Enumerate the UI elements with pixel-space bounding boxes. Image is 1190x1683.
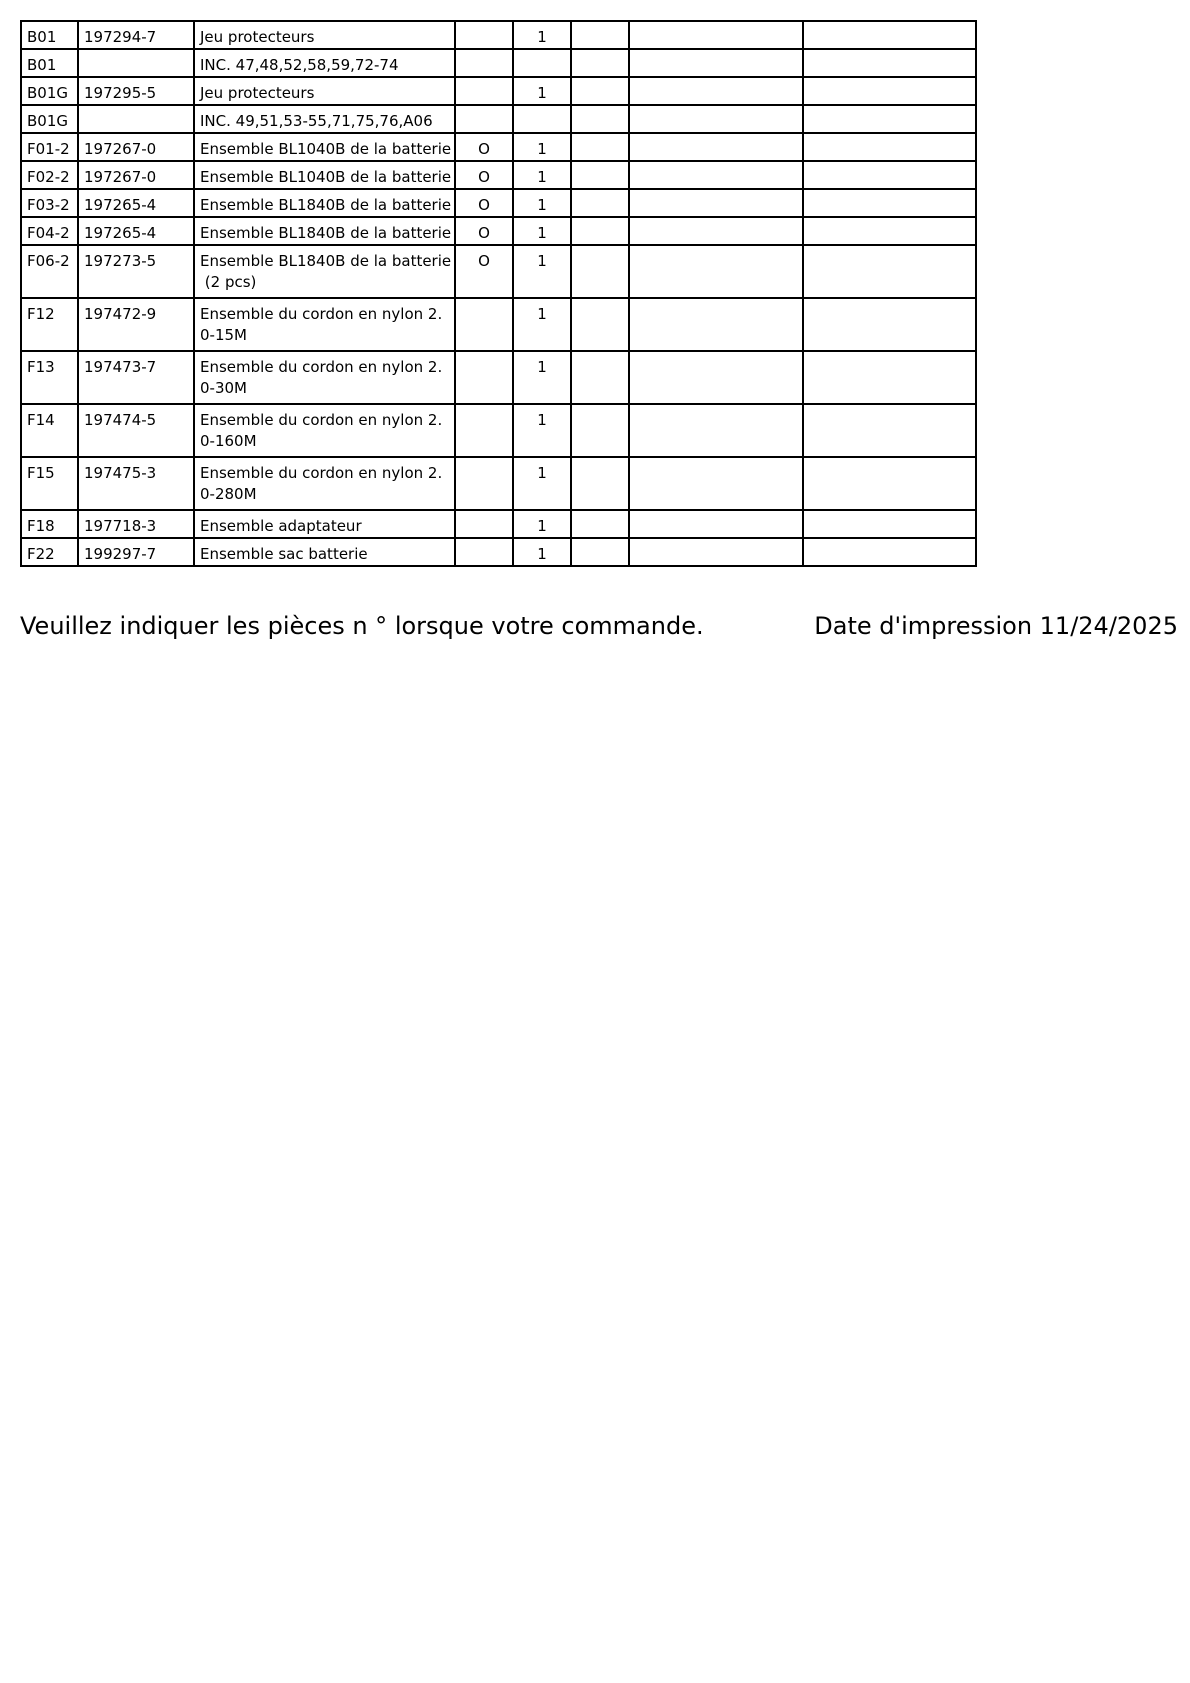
cell-flag: O [455,217,513,245]
table-row [21,161,976,189]
cell-ref: F01-2 [21,133,78,161]
cell-empty [803,404,976,457]
cell-description: Ensemble BL1840B de la batterie (2 pcs) [194,245,455,298]
cell-part-number: 197718-3 [78,510,194,538]
cell-empty [571,538,629,566]
cell-ref: F15 [21,457,78,510]
cell-part-number: 197273-5 [78,245,194,298]
cell-ref: B01 [21,21,78,49]
cell-empty [571,189,629,217]
cell-quantity: 1 [513,245,571,298]
parts-table [20,20,977,567]
cell-empty [803,133,976,161]
cell-part-number: 197475-3 [78,457,194,510]
cell-empty [571,105,629,133]
cell-empty [803,189,976,217]
cell-quantity: 1 [513,189,571,217]
order-note: Veuillez indiquer les pièces n ° lorsque votre commande. [20,612,704,640]
print-date: Date d'impression 11/24/2025 [814,612,1178,640]
cell-quantity [513,105,571,133]
cell-empty [803,77,976,105]
cell-part-number: 197473-7 [78,351,194,404]
cell-description: INC. 49,51,53-55,71,75,76,A06 [194,105,455,133]
cell-description: Jeu protecteurs [194,21,455,49]
table-row [21,404,976,457]
cell-empty [571,133,629,161]
cell-description: INC. 47,48,52,58,59,72-74 [194,49,455,77]
cell-flag [455,105,513,133]
cell-empty [803,245,976,298]
cell-empty [571,351,629,404]
cell-part-number: 197474-5 [78,404,194,457]
cell-empty [571,457,629,510]
cell-empty [803,161,976,189]
cell-empty [571,217,629,245]
cell-empty [629,457,803,510]
cell-empty [629,217,803,245]
cell-flag [455,404,513,457]
cell-empty [629,77,803,105]
cell-empty [803,298,976,351]
cell-ref: B01G [21,105,78,133]
cell-empty [803,510,976,538]
cell-part-number: 197294-7 [78,21,194,49]
table-row [21,21,976,49]
table-row [21,217,976,245]
cell-empty [803,351,976,404]
table-row [21,189,976,217]
cell-ref: F04-2 [21,217,78,245]
table-row [21,298,976,351]
cell-part-number: 197472-9 [78,298,194,351]
cell-ref: B01 [21,49,78,77]
cell-description: Ensemble du cordon en nylon 2. 0-160M [194,404,455,457]
cell-description: Ensemble adaptateur [194,510,455,538]
cell-empty [629,105,803,133]
table-row [21,245,976,298]
cell-quantity: 1 [513,298,571,351]
table-row [21,49,976,77]
table-row [21,457,976,510]
cell-flag [455,21,513,49]
cell-description: Ensemble du cordon en nylon 2. 0-30M [194,351,455,404]
cell-flag: O [455,189,513,217]
cell-quantity: 1 [513,457,571,510]
cell-flag [455,510,513,538]
cell-flag [455,77,513,105]
table-row [21,105,976,133]
cell-empty [803,105,976,133]
cell-ref: F13 [21,351,78,404]
cell-empty [629,133,803,161]
cell-part-number: 197265-4 [78,217,194,245]
cell-part-number: 197267-0 [78,161,194,189]
cell-empty [629,351,803,404]
table-row [21,538,976,566]
cell-flag: O [455,245,513,298]
cell-part-number: 197267-0 [78,133,194,161]
cell-quantity: 1 [513,161,571,189]
cell-description: Ensemble du cordon en nylon 2. 0-15M [194,298,455,351]
table-row [21,510,976,538]
cell-ref: F06-2 [21,245,78,298]
cell-ref: F22 [21,538,78,566]
cell-empty [629,161,803,189]
cell-empty [629,189,803,217]
cell-flag [455,351,513,404]
cell-empty [629,49,803,77]
cell-flag [455,538,513,566]
cell-description: Ensemble BL1840B de la batterie [194,217,455,245]
cell-empty [629,298,803,351]
cell-part-number: 197295-5 [78,77,194,105]
cell-empty [803,21,976,49]
cell-empty [571,298,629,351]
cell-quantity: 1 [513,510,571,538]
cell-quantity: 1 [513,217,571,245]
table-row [21,133,976,161]
cell-part-number [78,105,194,133]
cell-ref: F14 [21,404,78,457]
cell-flag [455,49,513,77]
cell-description: Ensemble du cordon en nylon 2. 0-280M [194,457,455,510]
cell-description: Ensemble BL1040B de la batterie [194,133,455,161]
cell-quantity: 1 [513,77,571,105]
cell-description: Jeu protecteurs [194,77,455,105]
table-row [21,351,976,404]
cell-part-number [78,49,194,77]
cell-ref: F18 [21,510,78,538]
cell-empty [629,538,803,566]
cell-quantity [513,49,571,77]
cell-ref: F02-2 [21,161,78,189]
cell-flag: O [455,161,513,189]
cell-flag [455,298,513,351]
cell-ref: B01G [21,77,78,105]
cell-empty [571,245,629,298]
cell-part-number: 199297-7 [78,538,194,566]
cell-part-number: 197265-4 [78,189,194,217]
cell-empty [571,510,629,538]
cell-empty [571,21,629,49]
cell-empty [571,77,629,105]
cell-empty [571,161,629,189]
cell-ref: F12 [21,298,78,351]
cell-empty [571,49,629,77]
cell-empty [803,538,976,566]
cell-flag: O [455,133,513,161]
cell-quantity: 1 [513,133,571,161]
cell-description: Ensemble BL1040B de la batterie [194,161,455,189]
cell-quantity: 1 [513,21,571,49]
cell-empty [629,245,803,298]
cell-flag [455,457,513,510]
cell-quantity: 1 [513,351,571,404]
cell-empty [803,217,976,245]
cell-empty [629,404,803,457]
cell-empty [803,49,976,77]
cell-empty [629,510,803,538]
cell-quantity: 1 [513,538,571,566]
cell-ref: F03-2 [21,189,78,217]
cell-empty [629,21,803,49]
table-row [21,77,976,105]
cell-description: Ensemble sac batterie [194,538,455,566]
cell-empty [571,404,629,457]
parts-table-body [21,21,976,566]
cell-empty [803,457,976,510]
cell-description: Ensemble BL1840B de la batterie [194,189,455,217]
cell-quantity: 1 [513,404,571,457]
